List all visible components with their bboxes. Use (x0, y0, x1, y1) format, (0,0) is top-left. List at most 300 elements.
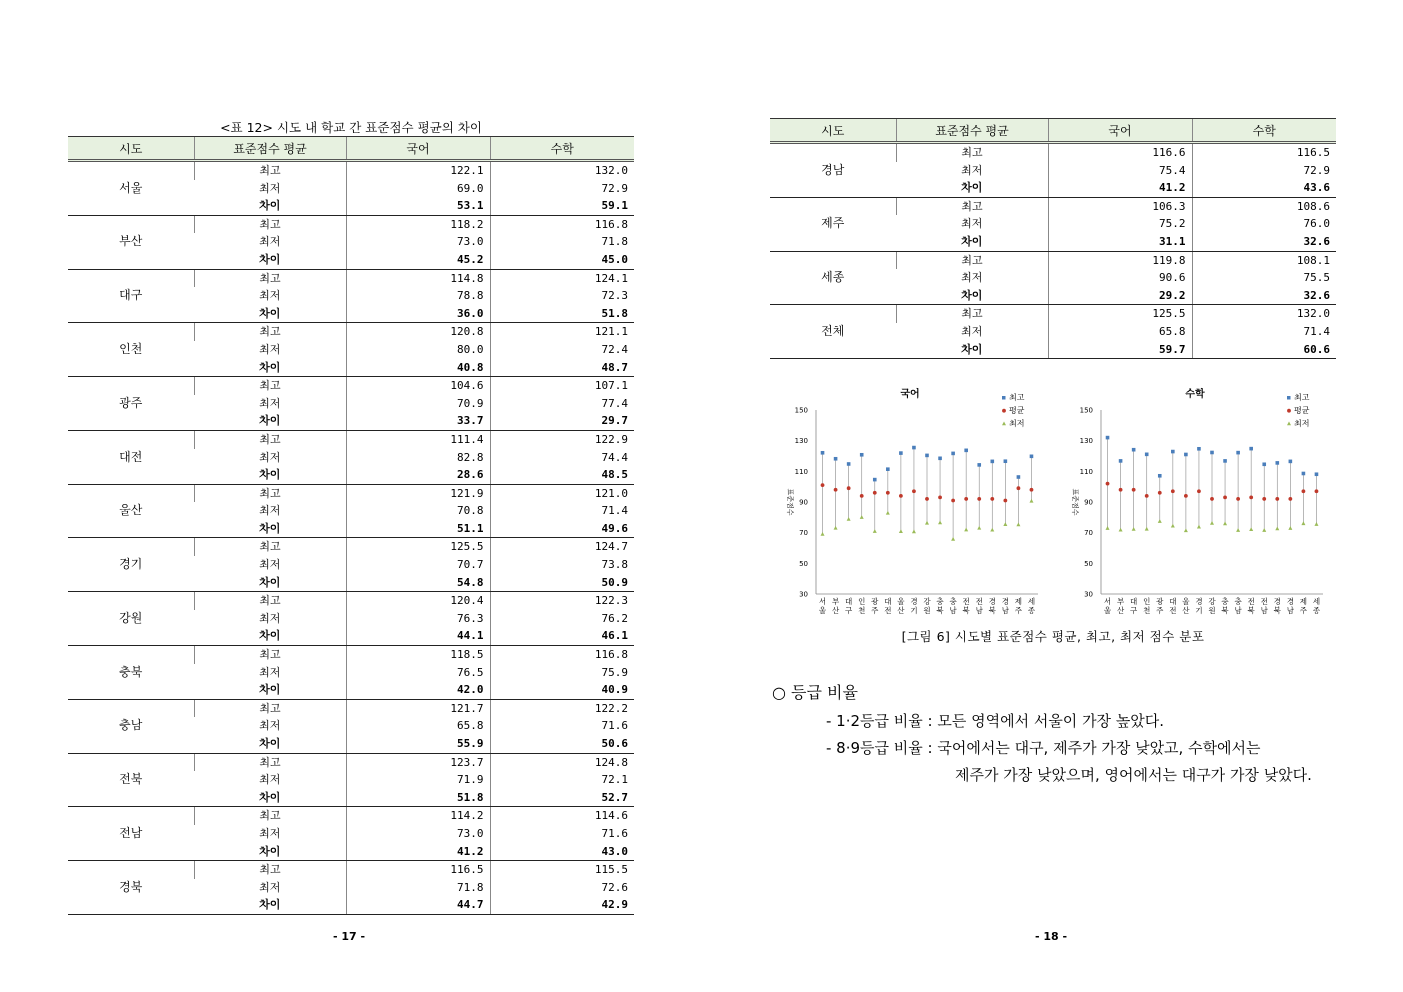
table-row (68, 161, 634, 180)
math-cell: 60.6 (1192, 341, 1336, 359)
math-cell: 43.0 (490, 843, 634, 861)
point-max (1262, 462, 1266, 466)
point-max (821, 451, 825, 455)
korean-cell: 120.8 (346, 323, 490, 341)
y-tick-label: 110 (1079, 467, 1093, 476)
metric-cell: 최고 (194, 269, 346, 287)
metric-cell: 최고 (194, 215, 346, 233)
point-max (1210, 451, 1214, 455)
x-tick-label: 경 남 (1001, 597, 1009, 615)
korean-cell: 59.7 (1048, 341, 1192, 359)
region-cell: 경북 (68, 861, 194, 915)
region-cell: 충남 (68, 699, 194, 753)
point-min (1236, 528, 1240, 532)
point-max (938, 457, 942, 461)
point-min (1301, 521, 1305, 525)
point-max (1249, 447, 1253, 451)
table-row (68, 269, 634, 287)
metric-cell: 최고 (194, 592, 346, 610)
korean-cell: 51.8 (346, 789, 490, 807)
math-cell: 122.3 (490, 592, 634, 610)
korean-cell: 53.1 (346, 197, 490, 215)
metric-cell: 차이 (194, 735, 346, 753)
point-max (899, 451, 903, 455)
table-row (770, 197, 1336, 215)
korean-cell: 71.9 (346, 771, 490, 789)
korean-cell: 73.0 (346, 825, 490, 843)
korean-cell: 75.4 (1048, 162, 1192, 180)
math-cell: 51.8 (490, 305, 634, 323)
region-cell: 세종 (770, 251, 896, 305)
region-cell: 전북 (68, 753, 194, 807)
metric-cell: 차이 (194, 359, 346, 377)
korean-cell: 28.6 (346, 466, 490, 484)
point-min (1016, 522, 1020, 526)
legend-label: 평균 (1009, 406, 1025, 415)
table-row (770, 143, 1336, 162)
korean-cell: 121.9 (346, 484, 490, 502)
x-tick-label: 경 남 (1286, 597, 1294, 615)
metric-cell: 최고 (896, 251, 1048, 269)
y-axis-label: 표준점수 (1071, 488, 1079, 516)
metric-cell: 최저 (259, 181, 281, 195)
metric-cell: 최저 (259, 611, 281, 625)
metric-cell: 최저 (259, 396, 281, 410)
x-tick-label: 부 산 (831, 597, 840, 615)
point-min (860, 515, 864, 519)
korean-cell: 41.2 (1048, 179, 1192, 197)
section-heading: ○ 등급 비율 (772, 683, 858, 702)
point-mean (1145, 494, 1149, 498)
math-cell: 71.4 (490, 502, 634, 520)
korean-cell: 76.3 (346, 610, 490, 628)
korean-cell: 55.9 (346, 735, 490, 753)
point-max (1119, 459, 1123, 463)
metric-cell: 최저 (961, 271, 983, 285)
region-cell: 대전 (68, 430, 194, 484)
metric-cell: 최저 (961, 163, 983, 177)
korean-cell: 116.6 (1048, 143, 1192, 162)
table-row (770, 305, 1336, 323)
math-cell: 132.0 (490, 161, 634, 180)
math-cell: 116.5 (1192, 143, 1336, 162)
point-mean (1262, 497, 1266, 501)
point-max (847, 462, 851, 466)
region-cell: 인천 (68, 323, 194, 377)
point-min (899, 529, 903, 533)
point-mean (1249, 496, 1253, 500)
metric-cell: 최고 (896, 197, 1048, 215)
point-min (977, 526, 981, 530)
korean-cell: 76.5 (346, 664, 490, 682)
math-cell: 108.6 (1192, 197, 1336, 215)
x-tick-label: 경 북 (988, 597, 996, 615)
point-min (1029, 499, 1033, 503)
x-tick-label: 전 남 (975, 597, 983, 615)
point-min (1184, 528, 1188, 532)
point-max (912, 446, 916, 450)
region-cell: 경기 (68, 538, 194, 592)
math-cell: 124.8 (490, 753, 634, 771)
bullet-grade-8-9: - 8·9등급 비율 : 국어에서는 대구, 제주가 가장 낮았고, 수학에서는 (826, 739, 1261, 757)
math-cell: 71.6 (490, 825, 634, 843)
metric-cell: 최저 (259, 558, 281, 572)
point-mean (1197, 489, 1201, 493)
point-max (990, 460, 994, 464)
point-mean (1132, 488, 1136, 492)
math-cell: 71.8 (490, 233, 634, 251)
point-max (1145, 453, 1149, 457)
point-mean (977, 497, 981, 501)
x-tick-label: 전 북 (1247, 597, 1255, 615)
math-cell: 72.1 (490, 771, 634, 789)
bullet-grade-1-2: - 1·2등급 비율 : 모든 영역에서 서울이 가장 높았다. (826, 712, 1165, 730)
legend-label: 최고 (1294, 393, 1310, 402)
math-score-chart (1065, 382, 1340, 622)
x-tick-label: 대 구 (845, 597, 853, 615)
legend-marker-max (1287, 396, 1291, 400)
legend-marker-min (1287, 422, 1291, 426)
korean-cell: 120.4 (346, 592, 490, 610)
math-cell: 46.1 (490, 627, 634, 645)
point-min (1119, 528, 1123, 532)
math-cell: 48.7 (490, 359, 634, 377)
metric-cell: 최고 (194, 807, 346, 825)
point-mean (821, 483, 825, 487)
point-min (873, 529, 877, 533)
point-min (886, 511, 890, 515)
point-max (1132, 448, 1136, 452)
point-min (1003, 522, 1007, 526)
point-mean (847, 486, 851, 490)
y-tick-label: 50 (799, 559, 808, 568)
metric-cell: 최고 (194, 753, 346, 771)
x-tick-label: 제 주 (1014, 597, 1023, 615)
x-tick-label: 인 천 (858, 597, 866, 615)
metric-cell: 차이 (194, 681, 346, 699)
point-mean (834, 488, 838, 492)
korean-cell: 65.8 (1048, 323, 1192, 341)
region-cell: 강원 (68, 592, 194, 646)
point-max (1236, 451, 1240, 455)
math-cell: 71.4 (1192, 323, 1336, 341)
header-metric: 표준점수 평균 (194, 137, 346, 161)
x-tick-label: 전 남 (1260, 597, 1268, 615)
point-min (1197, 525, 1201, 529)
math-cell: 121.1 (490, 323, 634, 341)
point-min (912, 529, 916, 533)
legend-marker-mean (1287, 409, 1291, 413)
x-tick-label: 충 남 (1234, 597, 1242, 615)
math-cell: 107.1 (490, 377, 634, 395)
point-mean (964, 497, 968, 501)
table-row (68, 538, 634, 556)
metric-cell: 최저 (259, 880, 281, 894)
korean-cell: 70.8 (346, 502, 490, 520)
table-row (68, 699, 634, 717)
y-tick-label: 130 (794, 437, 808, 446)
table-row (68, 430, 634, 448)
y-tick-label: 70 (1084, 529, 1093, 538)
x-tick-label: 강 원 (1208, 597, 1216, 615)
korean-cell: 31.1 (1048, 233, 1192, 251)
korean-cell: 82.8 (346, 449, 490, 467)
score-difference-table (68, 136, 634, 915)
math-cell: 42.9 (490, 896, 634, 914)
math-cell: 72.4 (490, 341, 634, 359)
metric-cell: 최고 (194, 323, 346, 341)
point-min (951, 537, 955, 541)
korean-cell: 106.3 (1048, 197, 1192, 215)
point-min (1145, 527, 1149, 531)
math-cell: 72.6 (490, 879, 634, 897)
korean-cell: 36.0 (346, 305, 490, 323)
x-tick-label: 울 산 (1182, 597, 1190, 615)
point-min (821, 532, 825, 536)
x-tick-label: 제 주 (1299, 597, 1308, 615)
metric-cell: 최고 (194, 377, 346, 395)
korean-cell: 54.8 (346, 574, 490, 592)
point-min (990, 528, 994, 532)
x-tick-label: 세 종 (1027, 597, 1036, 615)
metric-cell: 차이 (896, 287, 1048, 305)
point-mean (1288, 497, 1292, 501)
point-mean (860, 494, 864, 498)
region-cell: 대구 (68, 269, 194, 323)
point-max (1223, 459, 1227, 463)
math-cell: 72.9 (1192, 162, 1336, 180)
y-tick-label: 110 (794, 467, 808, 476)
header-math: 수학 (1192, 119, 1336, 143)
table-row (68, 323, 634, 341)
point-min (964, 528, 968, 532)
point-mean (1030, 488, 1034, 492)
point-max (951, 452, 955, 456)
x-tick-label: 울 산 (897, 597, 905, 615)
korean-cell: 29.2 (1048, 287, 1192, 305)
metric-cell: 차이 (896, 341, 1048, 359)
math-cell: 59.1 (490, 197, 634, 215)
region-cell: 전체 (770, 305, 896, 359)
point-mean (899, 494, 903, 498)
math-cell: 116.8 (490, 646, 634, 664)
chart-title: 국어 (900, 389, 920, 400)
metric-cell: 차이 (194, 251, 346, 269)
metric-cell: 최고 (194, 484, 346, 502)
point-mean (1119, 488, 1123, 492)
figure-caption: [그림 6] 시도별 표준점수 평균, 최고, 최저 점수 분포 (901, 629, 1205, 644)
math-cell: 72.3 (490, 287, 634, 305)
metric-cell: 차이 (194, 520, 346, 538)
math-cell: 116.8 (490, 215, 634, 233)
korean-cell: 41.2 (346, 843, 490, 861)
korean-cell: 122.1 (346, 161, 490, 180)
math-cell: 76.2 (490, 610, 634, 628)
point-mean (1017, 486, 1021, 490)
point-max (1158, 474, 1162, 478)
point-mean (873, 491, 877, 495)
metric-cell: 차이 (194, 412, 346, 430)
korean-cell: 73.0 (346, 233, 490, 251)
korean-cell: 116.5 (346, 861, 490, 879)
point-mean (1003, 499, 1007, 503)
region-cell: 울산 (68, 484, 194, 538)
header-region: 시도 (770, 119, 896, 143)
metric-cell: 최저 (259, 504, 281, 518)
point-max (977, 463, 981, 467)
point-mean (938, 496, 942, 500)
math-cell: 76.0 (1192, 215, 1336, 233)
metric-cell: 차이 (194, 896, 346, 914)
x-tick-label: 부 산 (1116, 597, 1125, 615)
point-max (1184, 453, 1188, 457)
table-row (68, 377, 634, 395)
metric-cell: 최저 (259, 719, 281, 733)
korean-cell: 114.2 (346, 807, 490, 825)
math-cell: 115.5 (490, 861, 634, 879)
point-max (1289, 460, 1293, 464)
point-max (834, 457, 838, 461)
math-cell: 32.6 (1192, 287, 1336, 305)
table-caption: <표 12> 시도 내 학교 간 표준점수 평균의 차이 (220, 120, 482, 135)
metric-cell: 차이 (194, 627, 346, 645)
x-tick-label: 경 북 (1273, 597, 1281, 615)
legend-label: 최고 (1009, 393, 1025, 402)
x-tick-label: 광 주 (1156, 597, 1164, 615)
point-max (925, 454, 929, 458)
x-tick-label: 전 북 (962, 597, 970, 615)
metric-cell: 차이 (896, 233, 1048, 251)
x-tick-label: 충 북 (936, 597, 944, 615)
korean-cell: 44.7 (346, 896, 490, 914)
math-cell: 114.6 (490, 807, 634, 825)
point-mean (912, 489, 916, 493)
point-min (938, 521, 942, 525)
korean-cell: 90.6 (1048, 269, 1192, 287)
math-cell: 77.4 (490, 395, 634, 413)
metric-cell: 차이 (194, 466, 346, 484)
metric-cell: 최고 (896, 143, 1048, 162)
point-max (1004, 459, 1008, 463)
header-metric: 표준점수 평균 (896, 119, 1048, 143)
math-cell: 52.7 (490, 789, 634, 807)
page-number: - 18 - (1035, 930, 1068, 943)
math-cell: 124.1 (490, 269, 634, 287)
korean-cell: 71.8 (346, 879, 490, 897)
math-cell: 49.6 (490, 520, 634, 538)
point-min (834, 526, 838, 530)
x-tick-label: 광 주 (871, 597, 879, 615)
point-max (1275, 461, 1279, 465)
point-min (1223, 521, 1227, 525)
y-tick-label: 90 (799, 498, 808, 507)
metric-cell: 차이 (194, 305, 346, 323)
metric-cell: 최저 (259, 665, 281, 679)
bullet-grade-8-9-cont: 제주가 가장 낮았으며, 영어에서는 대구가 가장 낮았다. (955, 766, 1312, 784)
metric-cell: 최저 (259, 450, 281, 464)
point-max (873, 478, 877, 482)
table-row (770, 251, 1336, 269)
region-cell: 전남 (68, 807, 194, 861)
table-row (68, 807, 634, 825)
point-mean (951, 499, 955, 503)
point-max (1315, 472, 1319, 476)
korean-cell: 33.7 (346, 412, 490, 430)
metric-cell: 차이 (896, 179, 1048, 197)
region-cell: 광주 (68, 377, 194, 431)
header-region: 시도 (68, 137, 194, 161)
legend-marker-max (1002, 396, 1006, 400)
y-tick-label: 90 (1084, 498, 1093, 507)
x-tick-label: 세 종 (1312, 597, 1321, 615)
metric-cell: 최저 (259, 342, 281, 356)
y-tick-label: 30 (799, 590, 808, 599)
metric-cell: 최저 (259, 289, 281, 303)
metric-cell: 차이 (194, 197, 346, 215)
x-tick-label: 충 북 (1221, 597, 1229, 615)
korean-cell: 44.1 (346, 627, 490, 645)
table-row (68, 646, 634, 664)
region-cell: 서울 (68, 161, 194, 216)
y-tick-label: 150 (1079, 406, 1093, 415)
metric-cell: 최고 (194, 430, 346, 448)
point-min (1275, 526, 1279, 530)
region-cell: 경남 (770, 143, 896, 198)
math-cell: 73.8 (490, 556, 634, 574)
math-cell: 72.9 (490, 180, 634, 198)
y-tick-label: 50 (1084, 559, 1093, 568)
point-max (1171, 450, 1175, 454)
y-tick-label: 150 (794, 406, 808, 415)
point-max (1017, 475, 1021, 479)
point-max (860, 453, 864, 457)
korean-cell: 123.7 (346, 753, 490, 771)
point-mean (990, 497, 994, 501)
point-max (1197, 447, 1201, 451)
point-min (1132, 527, 1136, 531)
metric-cell: 최고 (194, 161, 346, 180)
point-min (1262, 528, 1266, 532)
math-cell: 48.5 (490, 466, 634, 484)
metric-cell: 최고 (194, 699, 346, 717)
korean-score-chart (780, 382, 1055, 622)
x-tick-label: 경 기 (910, 597, 918, 615)
region-cell: 충북 (68, 646, 194, 700)
legend-label: 평균 (1294, 406, 1310, 415)
x-tick-label: 대 전 (884, 597, 892, 615)
korean-cell: 70.9 (346, 395, 490, 413)
korean-cell: 69.0 (346, 180, 490, 198)
x-tick-label: 서 울 (818, 597, 827, 615)
y-tick-label: 30 (1084, 590, 1093, 599)
legend-marker-min (1002, 422, 1006, 426)
point-mean (925, 497, 929, 501)
point-min (1288, 526, 1292, 530)
point-min (847, 517, 851, 521)
math-cell: 124.7 (490, 538, 634, 556)
math-cell: 75.5 (1192, 269, 1336, 287)
korean-cell: 125.5 (346, 538, 490, 556)
point-max (964, 449, 968, 453)
point-min (1106, 526, 1110, 530)
y-axis-label: 표준점수 (786, 488, 794, 516)
point-min (1158, 519, 1162, 523)
page-number: - 17 - (333, 930, 366, 943)
math-cell: 29.7 (490, 412, 634, 430)
math-cell: 40.9 (490, 681, 634, 699)
korean-cell: 75.2 (1048, 215, 1192, 233)
point-min (1249, 527, 1253, 531)
